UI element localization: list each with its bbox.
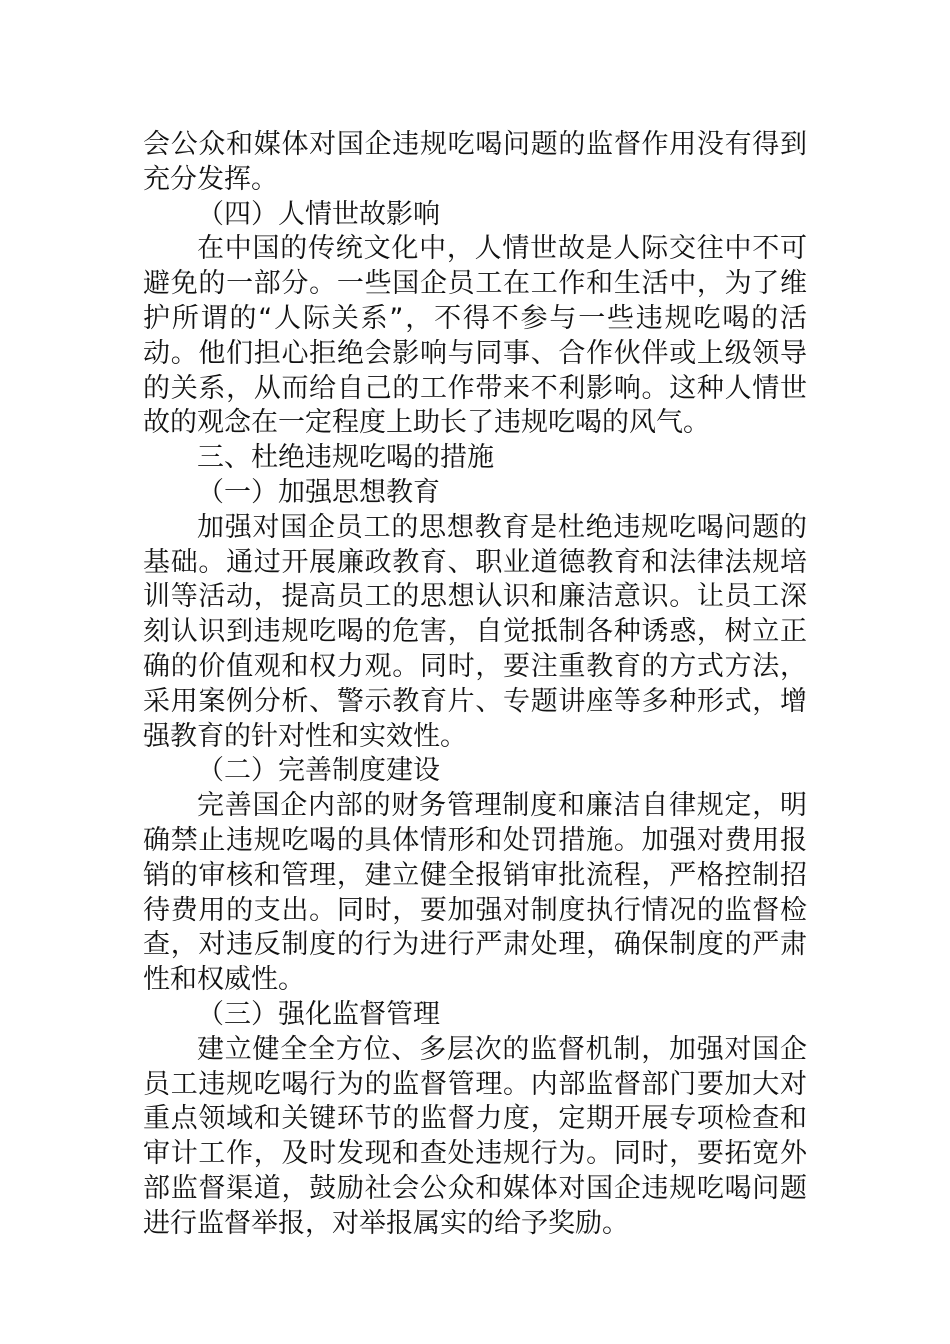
paragraph-thought-education: 加强对国企员工的思想教育是杜绝违规吃喝问题的基础。通过开展廉政教育、职业道德教育和法律法规培训等活动，提高员工的思想认识和廉洁意识。让员工深刻认识到违规吃喝的危害，自觉抵制各种诱惑，树立正确的价值观和权力观。同时，要注重教育的方式方法，采用案例分析、警示教育片、专题讲座等多种形式，增强教育的针对性和实效性。 [143, 511, 807, 752]
subheading-thought-education: （一）加强思想教育 [197, 476, 440, 508]
paragraph-system-building: 完善国企内部的财务管理制度和廉洁自律规定，明确禁止违规吃喝的具体情形和处罚措施。加强对费用报销的审核和管理，建立健全报销审批流程，严格控制招待费用的支出。同时，要加强对制度执行情况的监督检查，对违反制度的行为进行严肃处理，确保制度的严肃性和权威性。 [143, 790, 807, 996]
paragraph-continued: 会公众和媒体对国企违规吃喝问题的监督作用没有得到充分发挥。 [143, 129, 807, 195]
subheading-renqing-shigu: （四）人情世故影响 [197, 198, 440, 230]
subheading-supervision: （三）强化监督管理 [197, 998, 440, 1030]
subheading-system-building: （二）完善制度建设 [197, 755, 440, 787]
paragraph-supervision: 建立健全全方位、多层次的监督机制，加强对国企员工违规吃喝行为的监督管理。内部监督部门要加大对重点领域和关键环节的监督力度，定期开展专项检查和审计工作，及时发现和查处违规行为。同时，要拓宽外部监督渠道，鼓励社会公众和媒体对国企违规吃喝问题进行监督举报，对举报属实的给予奖励。 [143, 1033, 807, 1239]
document-body [143, 128, 807, 1242]
paragraph-renqing-shigu: 在中国的传统文化中，人情世故是人际交往中不可避免的一部分。一些国企员工在工作和生活中，为了维护所谓的“人际关系”，不得不参与一些违规吃喝的活动。他们担心拒绝会影响与同事、合作伙伴或上级领导的关系，从而给自己的工作带来不利影响。这种人情世故的观念在一定程度上助长了违规吃喝的风气。 [143, 233, 807, 439]
section-heading-measures: 三、杜绝违规吃喝的措施 [197, 442, 494, 474]
